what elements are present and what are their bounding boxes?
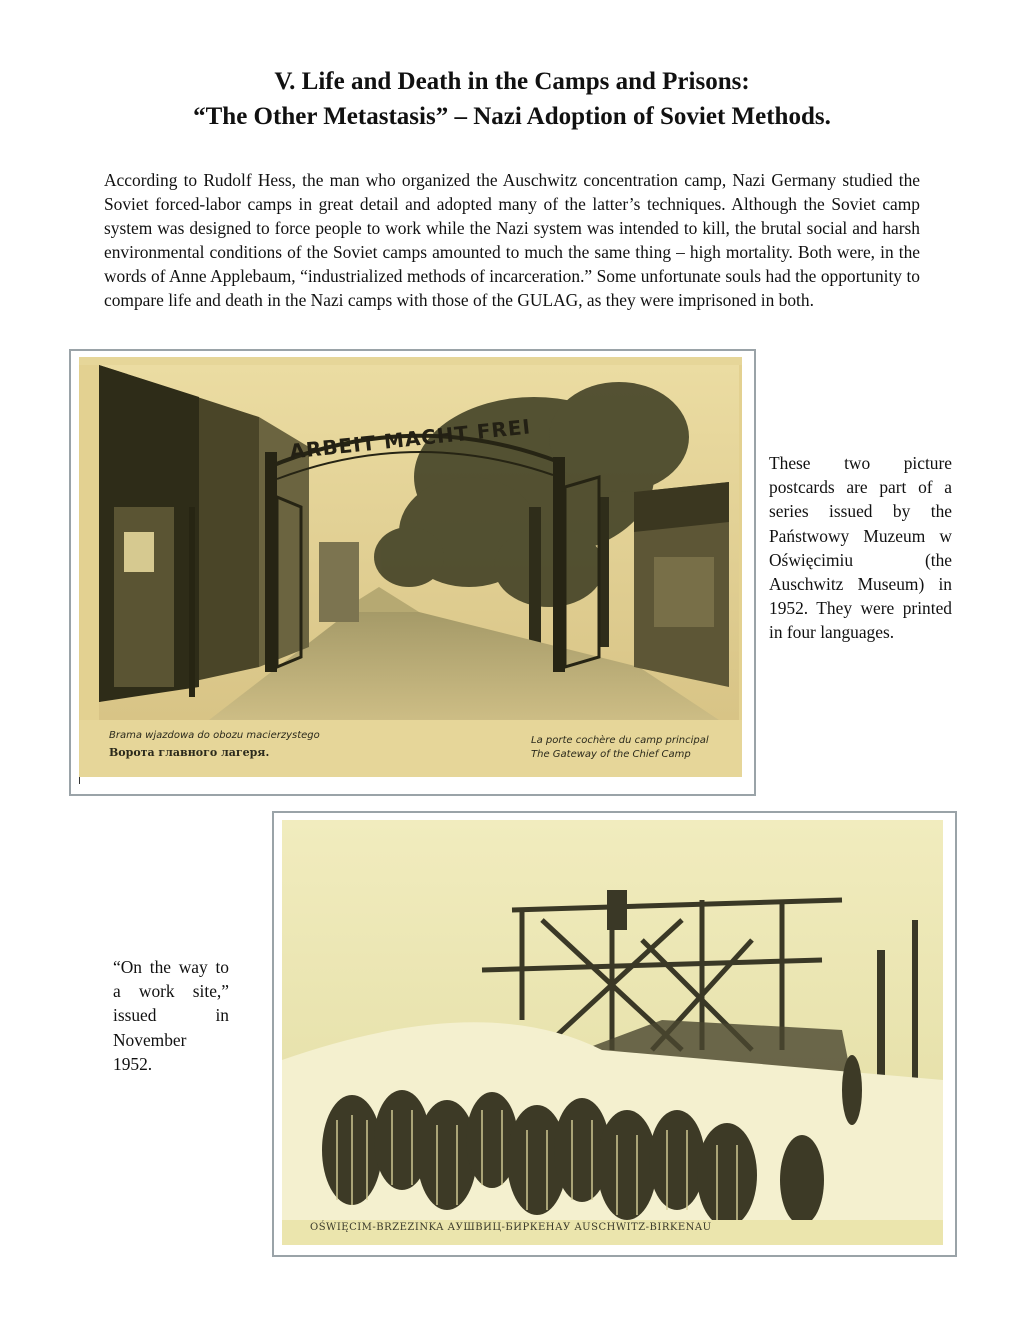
prisoners-walking-illustration	[282, 820, 943, 1245]
title-line-1: V. Life and Death in the Camps and Prisons:	[274, 68, 750, 95]
postcard-2-description: “On the way to a work site,” issued in November 1952.	[113, 957, 229, 1074]
caption-english: The Gateway of the Chief Camp	[531, 749, 691, 760]
intro-paragraph: According to Rudolf Hess, the man who organized the Auschwitz concentration camp, Nazi Germany studied the Soviet forced-labor camps in great detail and adopted many of the latter’s techniques. Although the Soviet camp system was designed to force people to work while the Nazi system was intended to kill, the brutal social and harsh environmental conditions of the Soviet camps amounted to much the same thing – high mortality. Both were, in the words of Anne Applebaum, “industrialized methods of incarceration.” Some unfortunate souls had the opportunity to compare life and death in the Nazi camps with those of the GULAG, as they were imprisoned in both.	[104, 170, 920, 310]
arbeit-macht-frei-sign: ARBEIT MACHT FREI	[288, 414, 532, 464]
postcard-2-image	[282, 820, 943, 1245]
title-line-2: “The Other Metastasis” – Nazi Adoption of Soviet Methods.	[193, 103, 831, 130]
camp-gate-illustration	[79, 357, 742, 777]
caption-russian: Ворота главного лагеря.	[109, 746, 270, 759]
caption-polish: Brama wjazdowa do obozu macierzystego	[109, 730, 320, 741]
caption-french: La porte cochère du camp principal	[531, 735, 709, 746]
postcards-description: These two picture postcards are part of a series issued by the Państwowy Muzeum w Oświęcimiu (the Auschwitz Museum) in 1952. They were printed in four languages.	[769, 453, 952, 643]
postcard-1-image	[79, 357, 742, 777]
page-title	[0, 64, 1024, 134]
postcard-2-location-label: OŚWIĘCIM-BRZEZINKA АУШВИЦ-БИРКЕНАУ AUSCHWITZ-BIRKENAU	[310, 1222, 712, 1233]
